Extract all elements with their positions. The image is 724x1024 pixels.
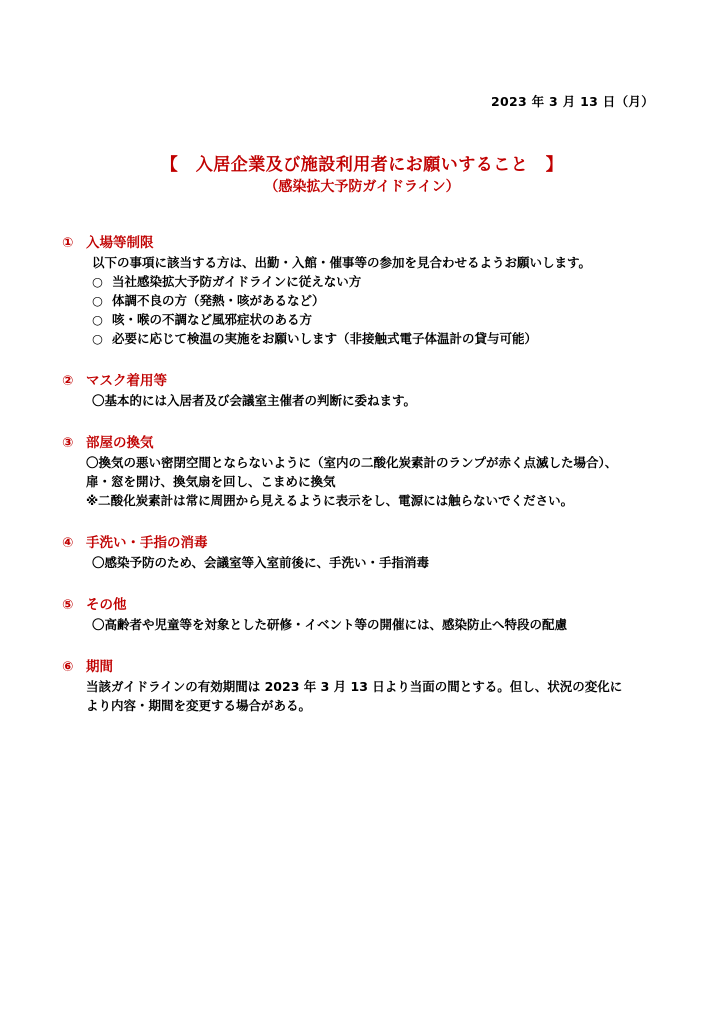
section-text: 〇換気の悪い密閉空間とならないように（室内の二酸化炭素計のランプが赤く点滅した場合）、 <box>86 455 618 470</box>
section-number: ⑥ <box>62 659 74 675</box>
section-entry-restriction <box>62 234 672 348</box>
section-heading <box>62 658 672 677</box>
section-number: ② <box>62 373 74 389</box>
section-title: 手洗い・手指の消毒 <box>86 535 208 551</box>
section-title: マスク着用等 <box>86 373 167 389</box>
section-text: 当該ガイドラインの有効期間は 2023 年 3 月 13 日より当面の間とする。但し、状況の変化に <box>86 679 623 694</box>
section-title: 部屋の換気 <box>86 435 154 451</box>
section-mask <box>62 372 672 410</box>
section-other <box>62 596 672 634</box>
section-text: より内容・期間を変更する場合がある。 <box>86 698 312 713</box>
section-ventilation <box>62 434 672 510</box>
document-subtitle: （感染拡大予防ガイドライン） <box>264 179 460 195</box>
section-text: 〇感染予防のため、会議室等入室前後に、手洗い・手指消毒 <box>92 555 430 570</box>
list-item: ○ 咳・喉の不調など風邪症状のある方 <box>92 312 313 327</box>
section-heading <box>62 434 672 453</box>
section-text: ※二酸化炭素計は常に周囲から見えるように表示をし、電源には触らないでください。 <box>86 493 574 508</box>
list-item: ○ 当社感染拡大予防ガイドラインに従えない方 <box>92 274 362 289</box>
circle-bullet-icon: ○ <box>92 293 103 308</box>
section-period <box>62 658 672 715</box>
section-number: ⑤ <box>62 597 74 613</box>
section-number: ④ <box>62 535 74 551</box>
section-heading <box>62 534 672 553</box>
guideline-sections <box>62 234 672 739</box>
document-title: 【 入居企業及び施設利用者にお願いすること 】 <box>160 155 564 175</box>
circle-bullet-icon: ○ <box>92 274 103 289</box>
list-item: ○ 体調不良の方（発熱・咳があるなど） <box>92 293 325 308</box>
list-item: ○ 必要に応じて検温の実施をお願いします（非接触式電子体温計の貸与可能） <box>92 331 538 346</box>
section-title: 期間 <box>86 659 113 675</box>
section-number: ① <box>62 235 74 251</box>
section-heading <box>62 234 672 253</box>
section-text: 〇高齢者や児童等を対象とした研修・イベント等の開催には、感染防止へ特段の配慮 <box>92 617 568 632</box>
document-date: 2023 年 3 月 13 日（月） <box>490 94 654 109</box>
section-text: 〇基本的には入居者及び会議室主催者の判断に委ねます。 <box>92 393 417 408</box>
section-hand-hygiene <box>62 534 672 572</box>
section-intro: 以下の事項に該当する方は、出勤・入館・催事等の参加を見合わせるようお願いします。 <box>92 255 592 270</box>
section-heading <box>62 372 672 391</box>
section-title: その他 <box>86 597 127 613</box>
section-title: 入場等制限 <box>86 235 154 251</box>
section-heading <box>62 596 672 615</box>
circle-bullet-icon: ○ <box>92 331 103 346</box>
section-number: ③ <box>62 435 74 451</box>
circle-bullet-icon: ○ <box>92 312 103 327</box>
section-text: 扉・窓を開け、換気扇を回し、こまめに換気 <box>86 474 336 489</box>
